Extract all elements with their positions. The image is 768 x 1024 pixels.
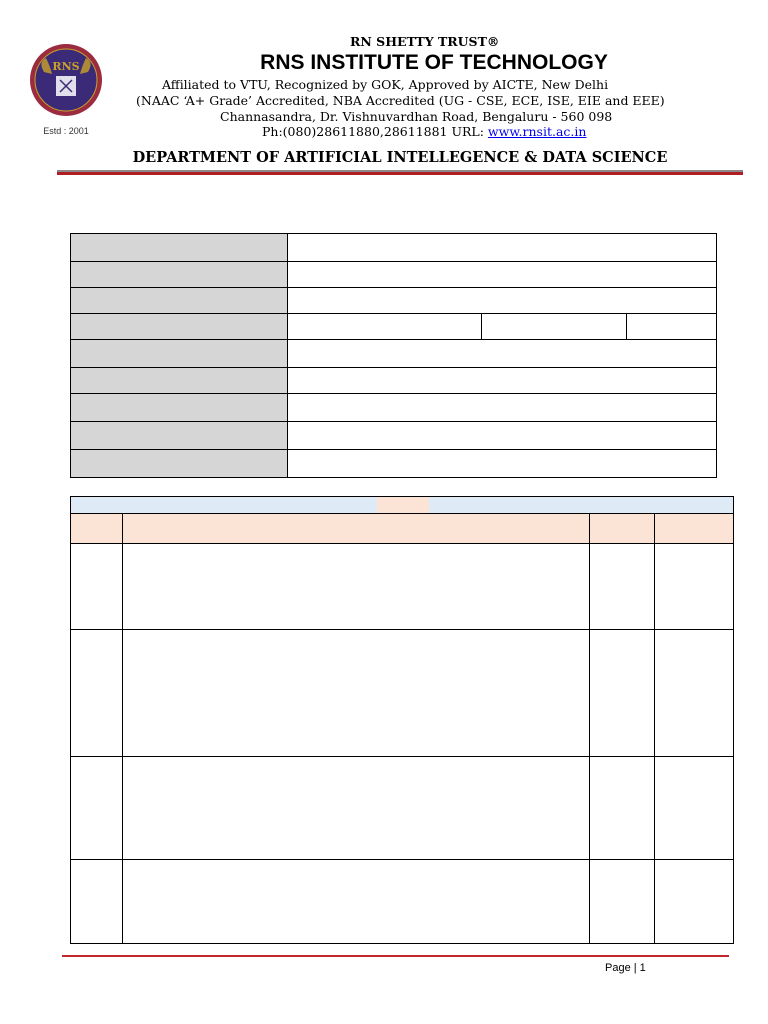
accreditation-line: (NAAC ‘A+ Grade’ Accredited, NBA Accredited (UG - CSE, ECE, ISE, EIE and EEE) <box>136 93 665 108</box>
row-cell[interactable] <box>590 860 654 944</box>
details-value-cell[interactable] <box>288 450 717 478</box>
table-banner <box>70 496 734 513</box>
row-cell[interactable] <box>654 757 733 860</box>
footer-divider <box>62 955 729 957</box>
header-cell-extra <box>654 514 733 544</box>
row-cell[interactable] <box>123 544 590 630</box>
header-cell-question <box>123 514 590 544</box>
details-value-cell[interactable] <box>482 314 627 340</box>
details-value-cell[interactable] <box>288 368 717 394</box>
details-label-cell <box>71 368 288 394</box>
details-table <box>70 233 717 478</box>
details-label-cell <box>71 288 288 314</box>
details-value-cell[interactable] <box>288 422 717 450</box>
contact-line <box>262 124 586 139</box>
row-cell[interactable] <box>654 630 733 757</box>
row-cell[interactable] <box>123 860 590 944</box>
logo-estd: Estd : 2001 <box>43 126 89 136</box>
page-number: Page | 1 <box>605 962 646 974</box>
address-line: Channasandra, Dr. Vishnuvardhan Road, Bengaluru - 560 098 <box>220 109 613 124</box>
row-cell[interactable] <box>590 544 654 630</box>
row-cell[interactable] <box>590 757 654 860</box>
details-label-cell <box>71 394 288 422</box>
table-row <box>71 630 734 757</box>
details-label-cell <box>71 422 288 450</box>
logo-text: RNS <box>52 60 80 73</box>
banner-highlight <box>377 497 429 513</box>
row-cell[interactable] <box>654 544 733 630</box>
trust-name: RN SHETTY TRUST® <box>350 34 500 49</box>
row-cell[interactable] <box>71 544 123 630</box>
header-cell-marks <box>590 514 654 544</box>
details-value-cell[interactable] <box>288 234 717 262</box>
row-cell[interactable] <box>123 630 590 757</box>
details-label-cell <box>71 314 288 340</box>
details-value-cell[interactable] <box>288 262 717 288</box>
details-value-cell[interactable] <box>288 340 717 368</box>
header-cell-number <box>71 514 123 544</box>
table-row <box>71 757 734 860</box>
details-label-cell <box>71 340 288 368</box>
header-divider-red <box>57 172 743 175</box>
questions-table-wrap <box>70 496 734 944</box>
details-value-cell[interactable] <box>288 394 717 422</box>
questions-table <box>70 513 734 944</box>
website-link[interactable]: www.rnsit.ac.in <box>487 124 587 139</box>
details-label-cell <box>71 262 288 288</box>
details-value-cell[interactable] <box>288 314 482 340</box>
row-cell[interactable] <box>71 630 123 757</box>
row-cell[interactable] <box>123 757 590 860</box>
table-row <box>71 860 734 944</box>
row-cell[interactable] <box>71 860 123 944</box>
row-cell[interactable] <box>71 757 123 860</box>
row-cell[interactable] <box>590 630 654 757</box>
institute-name: RNS INSTITUTE OF TECHNOLOGY <box>260 51 608 74</box>
table-row <box>71 544 734 630</box>
phone-text: Ph:(080)28611880,28611881 URL: <box>262 124 488 139</box>
details-value-cell[interactable] <box>627 314 717 340</box>
details-label-cell <box>71 450 288 478</box>
details-label-cell <box>71 234 288 262</box>
affiliation-line: Affiliated to VTU, Recognized by GOK, Approved by AICTE, New Delhi <box>162 77 609 92</box>
row-cell[interactable] <box>654 860 733 944</box>
details-value-cell[interactable] <box>288 288 717 314</box>
department-title: DEPARTMENT OF ARTIFICIAL INTELLEGENCE & DATA SCIENCE <box>132 149 668 166</box>
